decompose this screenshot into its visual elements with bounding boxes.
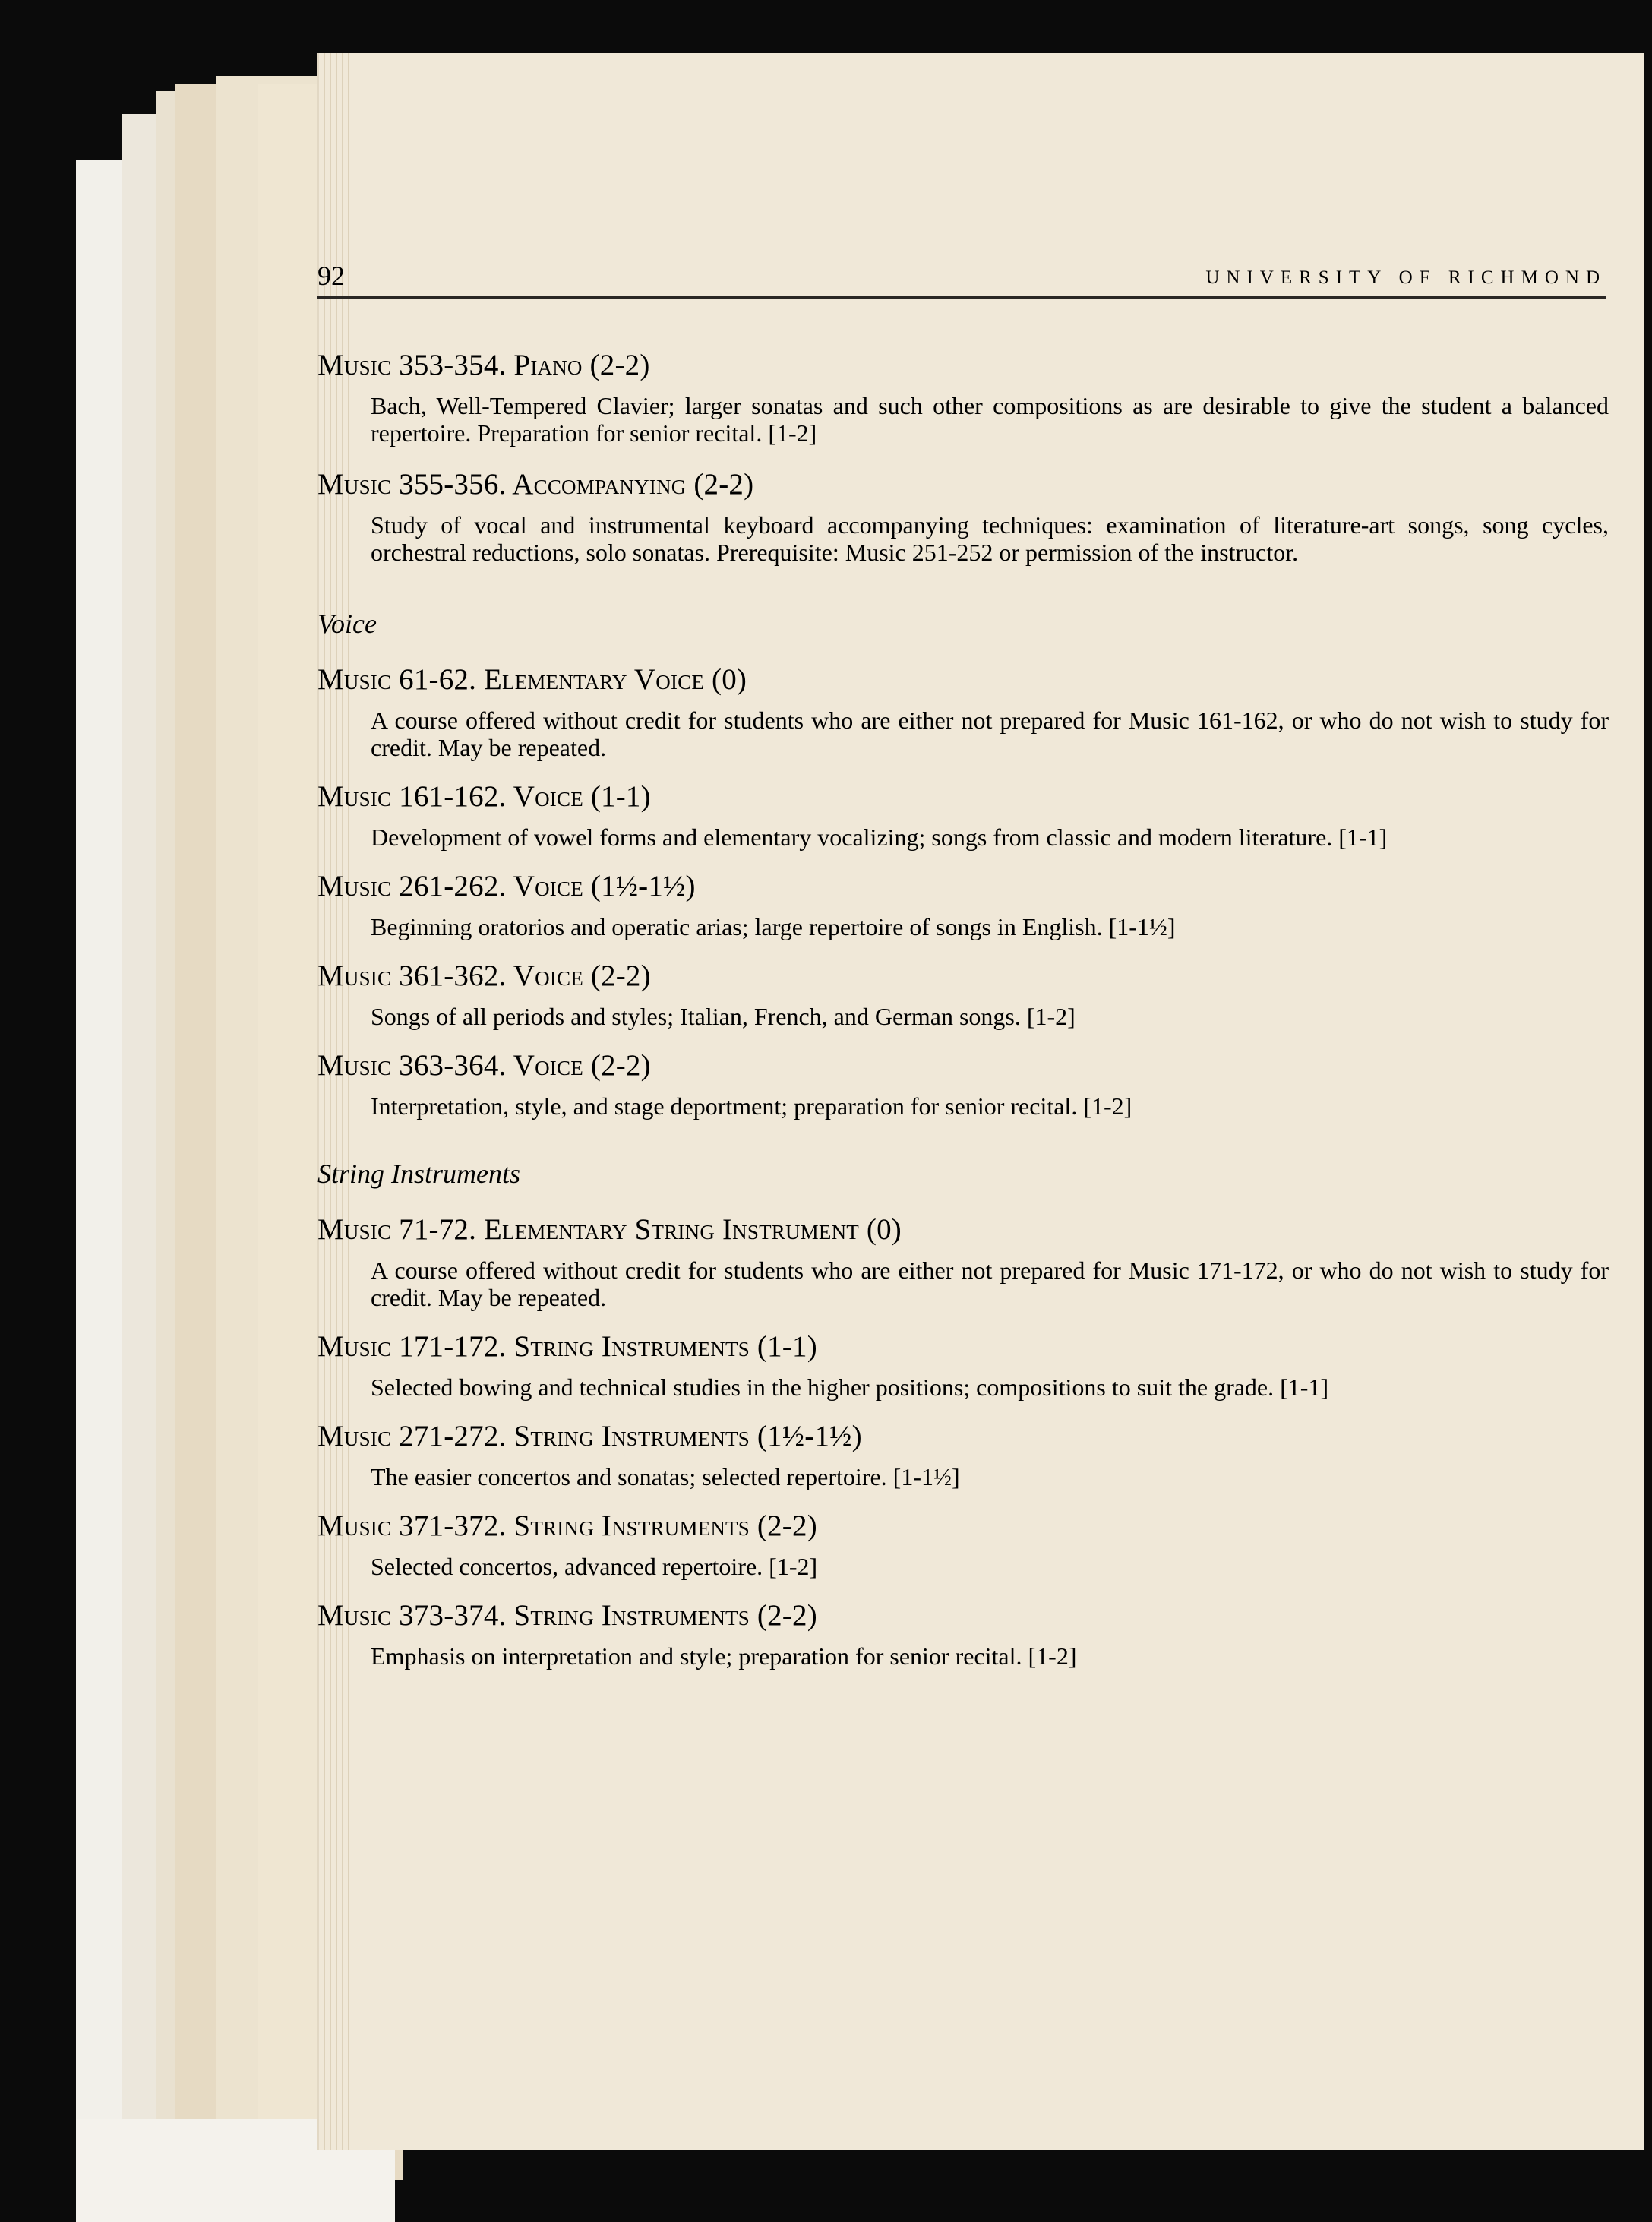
course-heading: Music 271-272. String Instruments (1½-1½) [317, 1420, 862, 1452]
course-description: Beginning oratorios and operatic arias; large repertoire of songs in English. [1-1½] [371, 913, 1176, 940]
course-heading: Music 373-374. String Instruments (2-2) [317, 1599, 817, 1632]
course-heading: Music 355-356. Accompanying (2-2) [317, 468, 754, 501]
section-heading-strings: String Instruments [317, 1158, 521, 1189]
course-description: Songs of all periods and styles; Italian, French, and German songs. [1-2] [371, 1003, 1076, 1030]
page-number: 92 [317, 261, 345, 291]
course-heading: Music 353-354. Piano (2-2) [317, 349, 650, 381]
course-heading: Music 71-72. Elementary String Instrument (0) [317, 1213, 902, 1246]
course-entry [317, 869, 1609, 940]
course-entry [317, 1509, 1609, 1580]
course-heading: Music 361-362. Voice (2-2) [317, 959, 651, 992]
course-description: Selected concertos, advanced repertoire. [1-2] [371, 1553, 818, 1580]
section-heading-voice: Voice [317, 608, 377, 639]
course-description: Interpretation, style, and stage deportment; preparation for senior recital. [1-2] [371, 1092, 1132, 1120]
course-listing [317, 296, 1609, 1670]
course-description: The easier concertos and sonatas; selected repertoire. [1-1½] [371, 1463, 960, 1490]
course-entry [317, 959, 1609, 1030]
course-entry [317, 779, 1609, 851]
course-heading: Music 61-62. Elementary Voice (0) [317, 663, 747, 696]
course-description: A course offered without credit for students who are either not prepared for Music 161-162, or who do not wish to study for credit. May be repeated. [371, 706, 1609, 761]
course-entry [317, 1048, 1609, 1120]
course-entry [317, 467, 1609, 566]
course-entry [317, 1419, 1609, 1490]
course-description: Development of vowel forms and elementary vocalizing; songs from classic and modern literature. [1-1] [371, 823, 1388, 851]
course-entry [317, 1598, 1609, 1670]
course-description: A course offered without credit for students who are either not prepared for Music 171-172, or who do not wish to study for credit. May be repeated. [371, 1256, 1609, 1311]
course-description: Selected bowing and technical studies in the higher positions; compositions to suit the grade. [1-1] [371, 1373, 1329, 1401]
course-description: Study of vocal and instrumental keyboard accompanying techniques: examination of literature-art songs, song cycles, orchestral reductions, solo sonatas. Prerequisite: Music 251-252 or permission of the instructor. [371, 511, 1609, 566]
course-heading: Music 371-372. String Instruments (2-2) [317, 1509, 817, 1542]
course-entry [317, 1212, 1609, 1311]
course-heading: Music 161-162. Voice (1-1) [317, 780, 651, 813]
course-entry [317, 662, 1609, 761]
course-entry [317, 348, 1609, 447]
course-heading: Music 363-364. Voice (2-2) [317, 1049, 651, 1082]
course-entry [317, 1329, 1609, 1401]
course-description: Emphasis on interpretation and style; preparation for senior recital. [1-2] [371, 1642, 1077, 1670]
course-description: Bach, Well-Tempered Clavier; larger sonatas and such other compositions as are desirable to give the student a balanced repertoire. Preparation for senior recital. [1-2] [371, 392, 1609, 447]
course-heading: Music 261-262. Voice (1½-1½) [317, 870, 696, 902]
course-heading: Music 171-172. String Instruments (1-1) [317, 1330, 817, 1363]
running-title: UNIVERSITY OF RICHMOND [1205, 267, 1606, 288]
running-head [317, 220, 1606, 299]
